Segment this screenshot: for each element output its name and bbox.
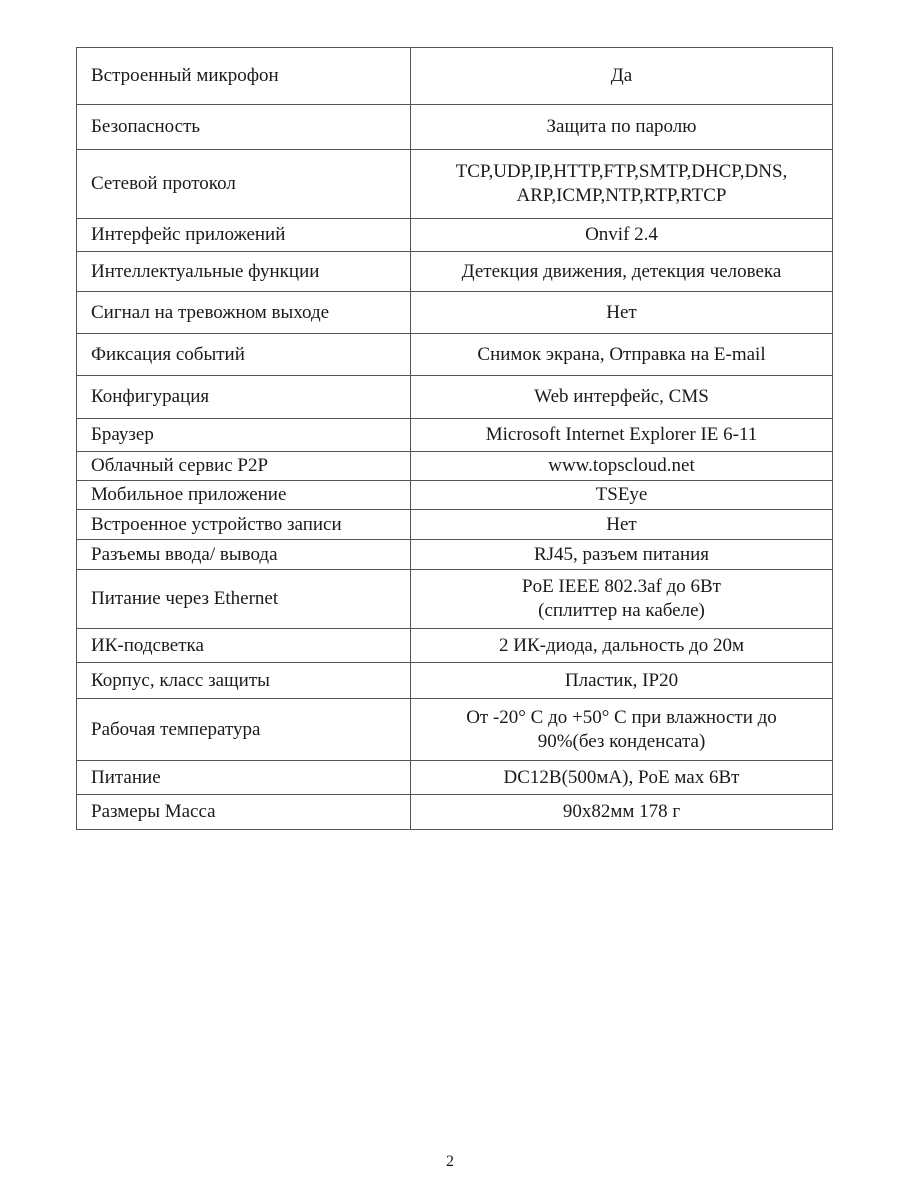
value-line-1: TCP,UDP,IP,HTTP,FTP,SMTP,DHCP,DNS, ARP,ICMP,NTP,RTP,RTCP bbox=[455, 161, 788, 206]
table-row bbox=[77, 105, 833, 150]
param-name: Интерфейс приложений bbox=[77, 219, 411, 252]
table-row bbox=[77, 219, 833, 252]
param-value: Microsoft Internet Explorer IE 6-11 bbox=[411, 419, 833, 452]
table-row bbox=[77, 761, 833, 795]
param-name: Питание bbox=[77, 761, 411, 795]
table-row bbox=[77, 150, 833, 219]
param-value: RJ45, разъем питания bbox=[411, 540, 833, 570]
param-name: Размеры Масса bbox=[77, 795, 411, 830]
param-value bbox=[411, 570, 833, 629]
param-value: Детекция движения, детекция человека bbox=[411, 252, 833, 292]
table-row bbox=[77, 795, 833, 830]
param-name: Интеллектуальные функции bbox=[77, 252, 411, 292]
param-name: Браузер bbox=[77, 419, 411, 452]
param-name: Облачный сервис P2P bbox=[77, 452, 411, 481]
table-row bbox=[77, 452, 833, 481]
param-name: Сигнал на тревожном выходе bbox=[77, 292, 411, 334]
param-name: Разъемы ввода/ вывода bbox=[77, 540, 411, 570]
table-row bbox=[77, 481, 833, 510]
table-row bbox=[77, 252, 833, 292]
param-name: Конфигурация bbox=[77, 376, 411, 419]
table-row bbox=[77, 48, 833, 105]
param-name: Встроенное устройство записи bbox=[77, 510, 411, 540]
param-value bbox=[411, 699, 833, 761]
page-number: 2 bbox=[446, 1153, 454, 1170]
param-value: 2 ИК-диода, дальность до 20м bbox=[411, 629, 833, 663]
param-value: 90х82мм 178 г bbox=[411, 795, 833, 830]
table-row bbox=[77, 376, 833, 419]
param-value: Web интерфейс, CMS bbox=[411, 376, 833, 419]
table-row bbox=[77, 334, 833, 376]
table-row bbox=[77, 663, 833, 699]
param-name: Фиксация событий bbox=[77, 334, 411, 376]
param-name: Питание через Ethernet bbox=[77, 570, 411, 629]
param-name: Сетевой протокол bbox=[77, 150, 411, 219]
param-value: Нет bbox=[411, 292, 833, 334]
param-value: Снимок экрана, Отправка на E-mail bbox=[411, 334, 833, 376]
table-row bbox=[77, 419, 833, 452]
value-text: PoE IEEE 802.3af до 6Вт (сплиттер на кабеле) bbox=[522, 576, 721, 621]
param-value: DC12В(500мА), PoE мах 6Вт bbox=[411, 761, 833, 795]
param-value: www.topscloud.net bbox=[411, 452, 833, 481]
param-name: Рабочая температура bbox=[77, 699, 411, 761]
param-name: Безопасность bbox=[77, 105, 411, 150]
spec-table bbox=[76, 47, 833, 830]
table-row bbox=[77, 292, 833, 334]
table-row bbox=[77, 699, 833, 761]
param-value: Да bbox=[411, 48, 833, 105]
param-name: Корпус, класс защиты bbox=[77, 663, 411, 699]
param-value: Onvif 2.4 bbox=[411, 219, 833, 252]
table-row bbox=[77, 629, 833, 663]
param-value: TSEye bbox=[411, 481, 833, 510]
param-name: Мобильное приложение bbox=[77, 481, 411, 510]
param-name: ИК-подсветка bbox=[77, 629, 411, 663]
table-row bbox=[77, 570, 833, 629]
table-row bbox=[77, 510, 833, 540]
param-value: Пластик, IP20 bbox=[411, 663, 833, 699]
value-text: От -20° С до +50° С при влажности до 90%(без конденсата) bbox=[466, 706, 777, 752]
param-value: Защита по паролю bbox=[411, 105, 833, 150]
param-name: Встроенный микрофон bbox=[77, 48, 411, 105]
param-value: Нет bbox=[411, 510, 833, 540]
param-value bbox=[411, 150, 833, 219]
table-row bbox=[77, 540, 833, 570]
